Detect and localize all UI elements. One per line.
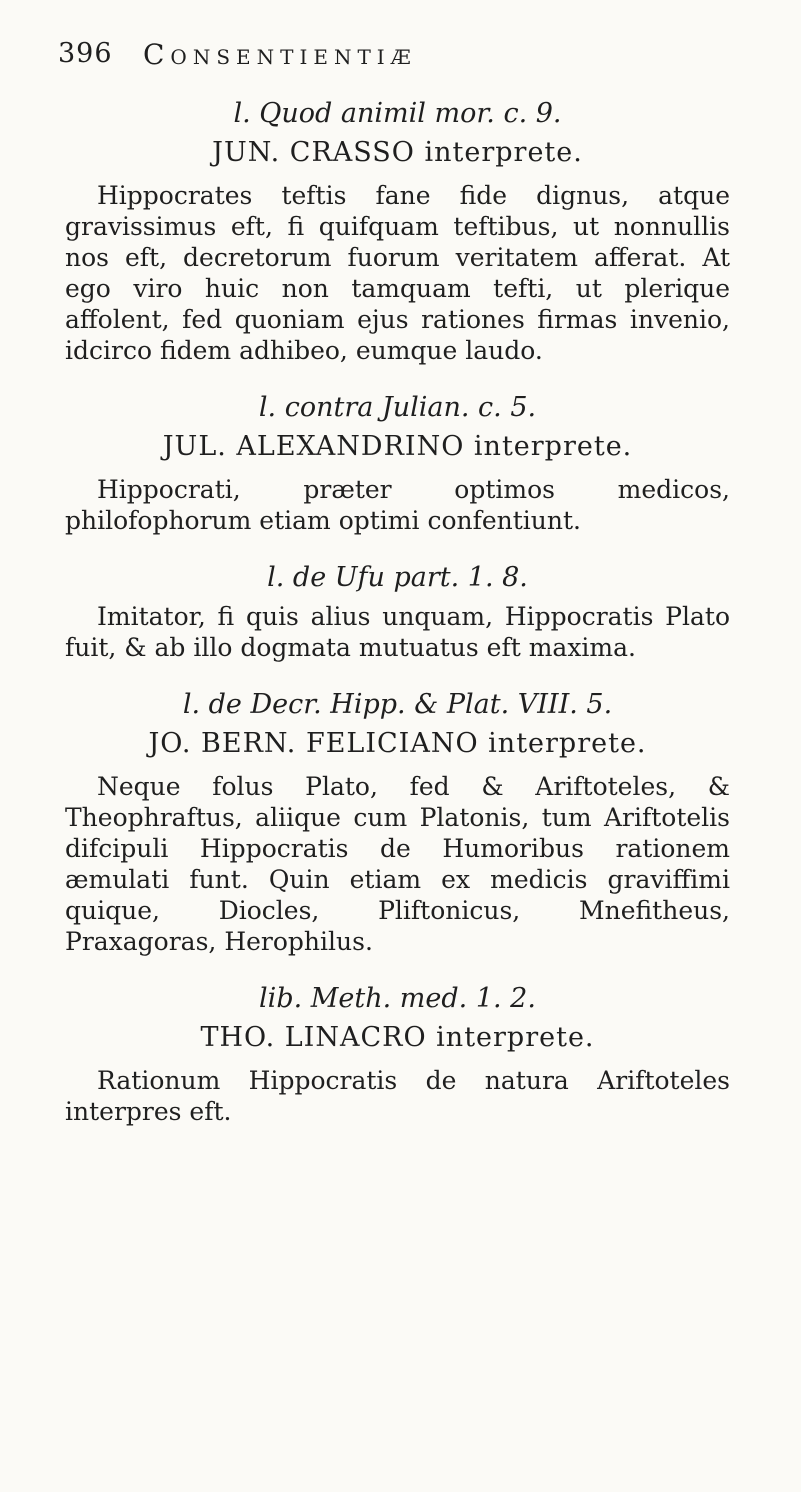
- entry-de-decretis: [65, 689, 730, 957]
- entries-list: [65, 98, 730, 1153]
- entry-text: Hippocrati, præter optimos medicos, philofophorum etiam optimi confentiunt.: [65, 475, 730, 535]
- entry-text: Imitator, fi quis alius unquam, Hippocratis Plato fuit, & ab illo dogmata mutuatus eft maxima.: [65, 602, 730, 662]
- running-title: Consentientiæ: [143, 38, 417, 71]
- entry-de-usu-partium: [65, 562, 730, 663]
- entry-text: Hippocrates teftis fane fide dignus, atque gravissimus eft, fi quifquam teftibus, ut nonnullis nos eft, decretorum fuorum veritatem afferat. At ego viro huic non tamquam tefti, ut plerique affolent, fed quoniam ejus rationes firmas invenio, idcirco fidem adhibeo, eumque laudo.: [65, 181, 730, 365]
- entry-methodus-medendi: [65, 983, 730, 1127]
- running-head: [58, 38, 708, 80]
- entry-source: l. Quod animil mor. c. 9.: [233, 98, 562, 129]
- entry-interpreter: JO. BERN. FELICIANO interprete.: [148, 728, 647, 759]
- entry-interpreter: JUN. CRASSO interprete.: [212, 137, 583, 168]
- entry-interpreter: THO. LINACRO interprete.: [200, 1022, 595, 1053]
- entry-text: Rationum Hippocratis de natura Ariftoteles interpres eft.: [65, 1066, 730, 1126]
- entry-source: l. de Decr. Hipp. & Plat. VIII. 5.: [182, 689, 613, 720]
- entry-text: Neque folus Plato, fed & Ariftoteles, & Theophraftus, aliique cum Platonis, tum Ariftotelis difcipuli Hippocratis de Humoribus rationem æmulati funt. Quin etiam ex medicis graviffimi quique, Diocles, Pliftonicus, Mnefitheus, Praxagoras, Herophilus.: [65, 772, 730, 956]
- entry-source: lib. Meth. med. 1. 2.: [259, 983, 536, 1014]
- entry-galen-quod-animi: [65, 98, 730, 366]
- page-number: 396: [58, 38, 113, 69]
- entry-contra-julian: [65, 392, 730, 536]
- entry-source: l. contra Julian. c. 5.: [258, 392, 537, 423]
- entry-source: l. de Ufu part. 1. 8.: [267, 562, 528, 593]
- entry-interpreter: JUL. ALEXANDRINO interprete.: [162, 431, 633, 462]
